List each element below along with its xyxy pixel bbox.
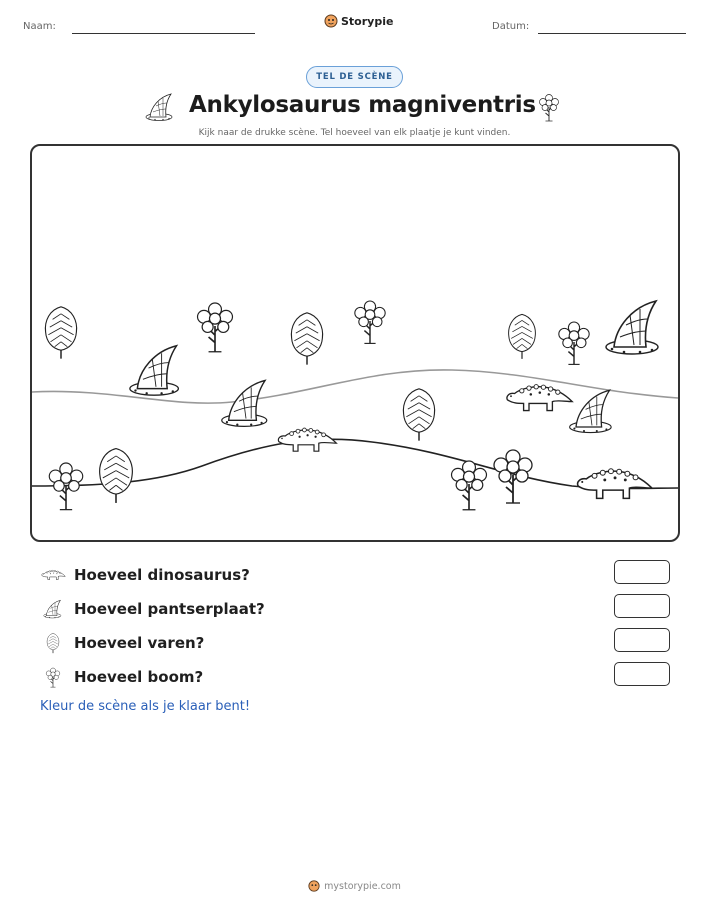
dinosaur-icon [40, 564, 66, 586]
tree-icon [40, 666, 66, 688]
fern-4 [403, 389, 434, 441]
tree-3 [559, 322, 589, 364]
answer-box-dinosaur[interactable] [614, 560, 670, 584]
brand-logo [324, 14, 393, 28]
fern-3 [509, 314, 536, 358]
dinosaur-1 [507, 385, 572, 411]
tree-4 [49, 463, 82, 510]
question-row [40, 626, 670, 660]
title-row [0, 90, 709, 126]
armor-plate-1 [130, 346, 179, 395]
coloring-instruction: Kleur de scène als je klaar bent! [40, 699, 251, 714]
scene-frame [30, 144, 680, 542]
question-label: Hoeveel varen? [74, 634, 205, 652]
armor-plate-icon [40, 598, 66, 620]
question-label: Hoeveel dinosaurus? [74, 566, 250, 584]
question-row [40, 660, 670, 694]
instructions: Kijk naar de drukke scène. Tel hoeveel van elk plaatje je kunt vinden. [198, 128, 511, 138]
armor-plate-icon [145, 92, 175, 122]
answer-box-armor-plate[interactable] [614, 594, 670, 618]
answer-box-fern[interactable] [614, 628, 670, 652]
date-line[interactable] [538, 33, 686, 34]
question-row [40, 558, 670, 592]
answer-box-tree[interactable] [614, 662, 670, 686]
fern-1 [45, 307, 76, 359]
tree-2 [355, 301, 385, 343]
scene-badge: TEL DE SCÈNE [306, 66, 403, 88]
fern-2 [291, 313, 322, 365]
brand-name: Storypie [341, 14, 394, 28]
storypie-mascot-icon [308, 880, 320, 892]
tree-6 [494, 450, 532, 503]
footer [0, 880, 709, 892]
armor-plate-4 [570, 390, 612, 432]
scene-illustration [32, 146, 678, 540]
page-title: Ankylosaurus magniventris [189, 92, 536, 118]
question-list [40, 558, 670, 694]
tree-icon [536, 92, 562, 122]
date-label: Datum: [492, 21, 530, 32]
dinosaur-2 [278, 428, 336, 451]
storypie-mascot-icon [324, 14, 338, 28]
question-label: Hoeveel pantserplaat? [74, 600, 265, 618]
fern-5 [100, 449, 133, 503]
question-label: Hoeveel boom? [74, 668, 204, 686]
armor-plate-3 [606, 301, 658, 354]
name-label: Naam: [23, 21, 56, 32]
name-line[interactable] [72, 33, 255, 34]
tree-5 [452, 461, 487, 510]
dinosaur-3 [578, 469, 652, 499]
tree-1 [198, 303, 233, 352]
footer-url[interactable]: mystorypie.com [324, 880, 401, 892]
fern-icon [40, 632, 66, 654]
armor-plate-2 [222, 380, 267, 426]
question-row [40, 592, 670, 626]
